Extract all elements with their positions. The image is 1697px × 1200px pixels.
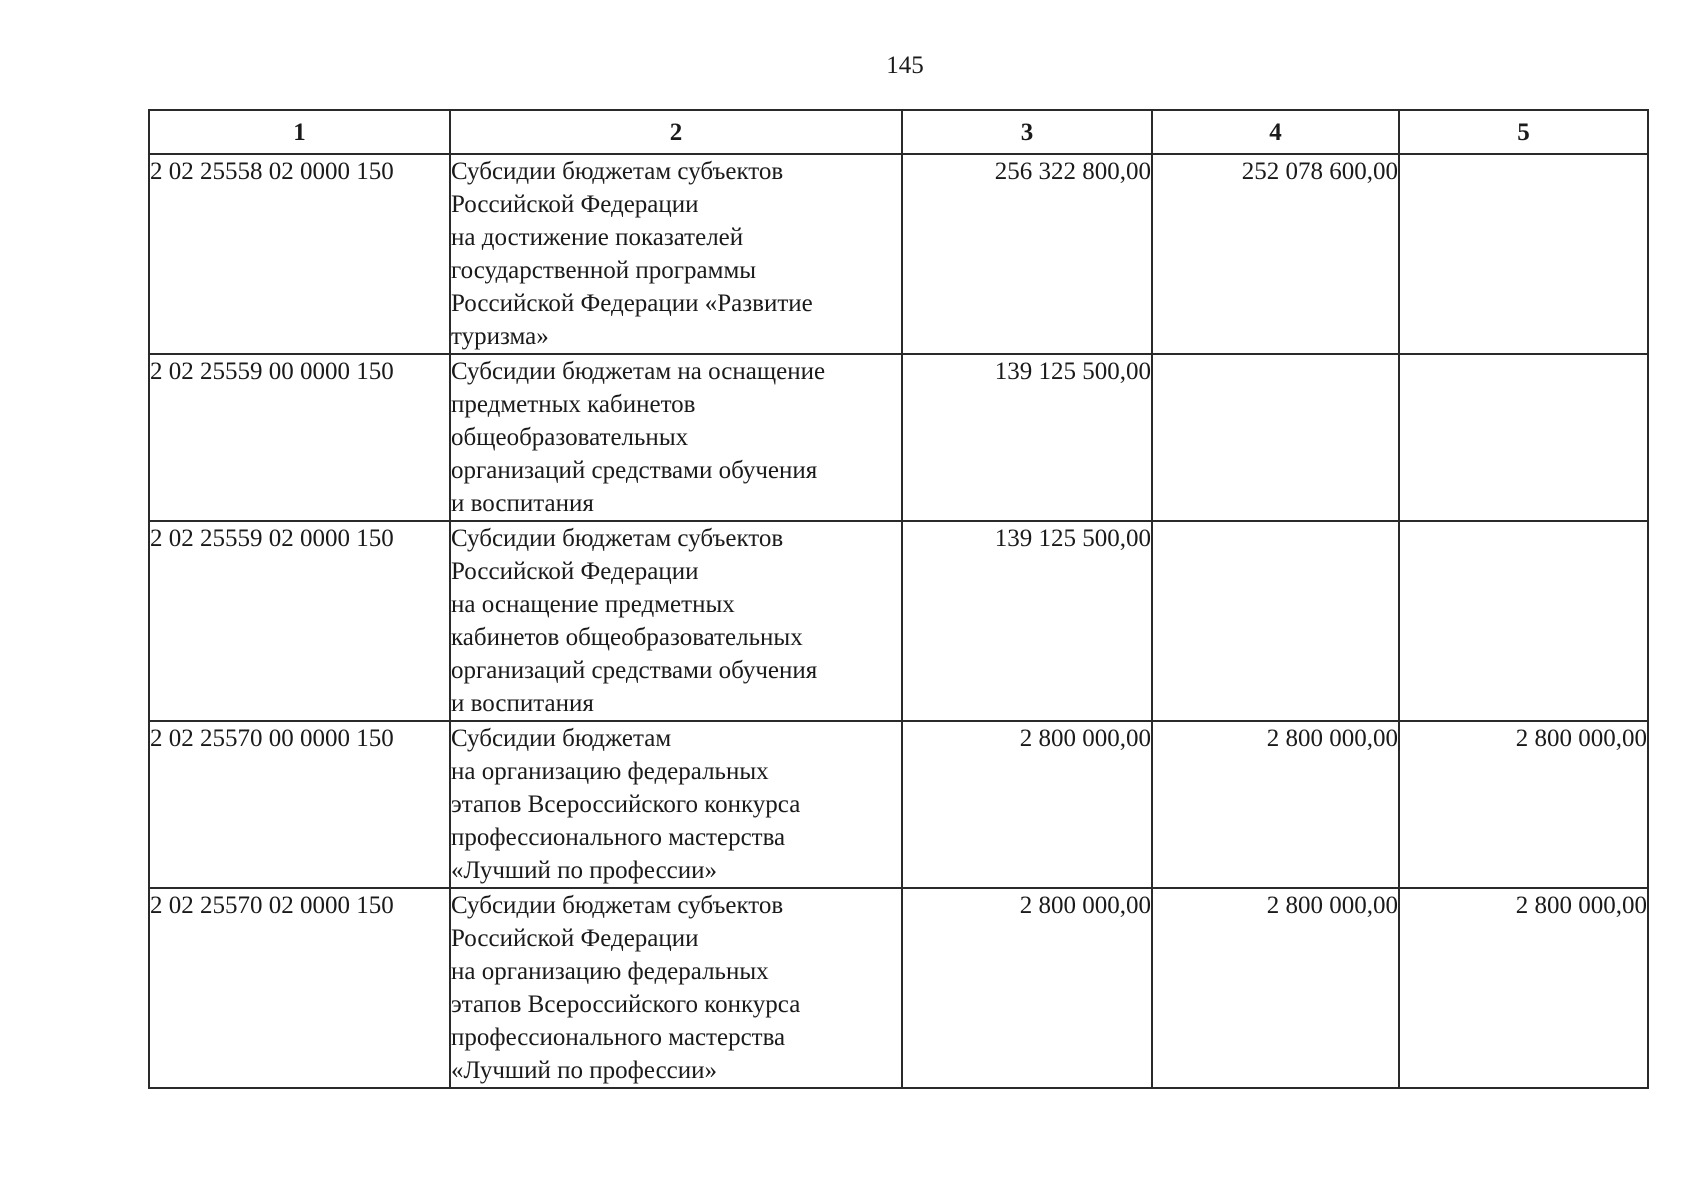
description-line: Российской Федерации <box>451 558 699 585</box>
amount-col5-cell: 2 800 000,00 <box>1399 721 1648 888</box>
description-line: общеобразовательных <box>451 424 689 451</box>
description-line: организаций средствами обучения <box>451 457 818 484</box>
description-cell <box>450 154 902 354</box>
description-line: Российской Федерации <box>451 925 699 952</box>
description-line: государственной программы <box>451 257 757 284</box>
amount-col3-cell: 256 322 800,00 <box>902 154 1152 354</box>
description-line: профессионального мастерства <box>451 824 786 851</box>
description-line: кабинетов общеобразовательных <box>451 624 803 651</box>
amount-col3-cell: 2 800 000,00 <box>902 888 1152 1088</box>
table-row <box>149 154 1648 354</box>
budget-code-cell: 2 02 25559 02 0000 150 <box>149 521 450 721</box>
description-line: и воспитания <box>451 490 594 517</box>
description-cell <box>450 721 902 888</box>
amount-col5-cell <box>1399 154 1648 354</box>
amount-col3-cell: 2 800 000,00 <box>902 721 1152 888</box>
header-cell-3: 3 <box>902 110 1152 154</box>
header-cell-4: 4 <box>1152 110 1399 154</box>
budget-table <box>148 109 1649 1089</box>
amount-col5-cell <box>1399 521 1648 721</box>
amount-col4-cell: 2 800 000,00 <box>1152 721 1399 888</box>
header-cell-2: 2 <box>450 110 902 154</box>
table-row <box>149 721 1648 888</box>
description-line: этапов Всероссийского конкурса <box>451 991 801 1018</box>
description-line: Субсидии бюджетам <box>451 725 672 752</box>
description-line: на организацию федеральных <box>451 958 769 985</box>
table-row <box>149 888 1648 1088</box>
amount-col4-cell <box>1152 521 1399 721</box>
page-number: 145 <box>886 52 924 79</box>
description-line: на достижение показателей <box>451 224 744 251</box>
description-line: профессионального мастерства <box>451 1024 786 1051</box>
table-row <box>149 354 1648 521</box>
description-line: Российской Федерации <box>451 191 699 218</box>
header-cell-1: 1 <box>149 110 450 154</box>
description-line: Российской Федерации «Развитие <box>451 290 813 317</box>
amount-col3-cell: 139 125 500,00 <box>902 354 1152 521</box>
header-row <box>149 110 1648 154</box>
amount-col4-cell <box>1152 354 1399 521</box>
budget-code-cell: 2 02 25570 00 0000 150 <box>149 721 450 888</box>
amount-col5-cell: 2 800 000,00 <box>1399 888 1648 1088</box>
header-cell-5: 5 <box>1399 110 1648 154</box>
amount-col5-cell <box>1399 354 1648 521</box>
description-line: туризма» <box>451 323 549 350</box>
description-line: Субсидии бюджетам субъектов <box>451 158 784 185</box>
description-line: этапов Всероссийского конкурса <box>451 791 801 818</box>
amount-col3-cell: 139 125 500,00 <box>902 521 1152 721</box>
description-line: и воспитания <box>451 690 594 717</box>
description-line: Субсидии бюджетам на оснащение <box>451 358 826 385</box>
description-line: «Лучший по профессии» <box>451 857 718 884</box>
amount-col4-cell: 2 800 000,00 <box>1152 888 1399 1088</box>
amount-col4-cell: 252 078 600,00 <box>1152 154 1399 354</box>
description-line: предметных кабинетов <box>451 391 696 418</box>
description-cell <box>450 521 902 721</box>
description-line: организаций средствами обучения <box>451 657 818 684</box>
budget-code-cell: 2 02 25558 02 0000 150 <box>149 154 450 354</box>
table-row <box>149 521 1648 721</box>
description-line: на оснащение предметных <box>451 591 735 618</box>
description-line: «Лучший по профессии» <box>451 1057 718 1084</box>
description-line: Субсидии бюджетам субъектов <box>451 892 784 919</box>
description-cell <box>450 354 902 521</box>
description-cell <box>450 888 902 1088</box>
budget-code-cell: 2 02 25559 00 0000 150 <box>149 354 450 521</box>
description-line: Субсидии бюджетам субъектов <box>451 525 784 552</box>
description-line: на организацию федеральных <box>451 758 769 785</box>
budget-code-cell: 2 02 25570 02 0000 150 <box>149 888 450 1088</box>
